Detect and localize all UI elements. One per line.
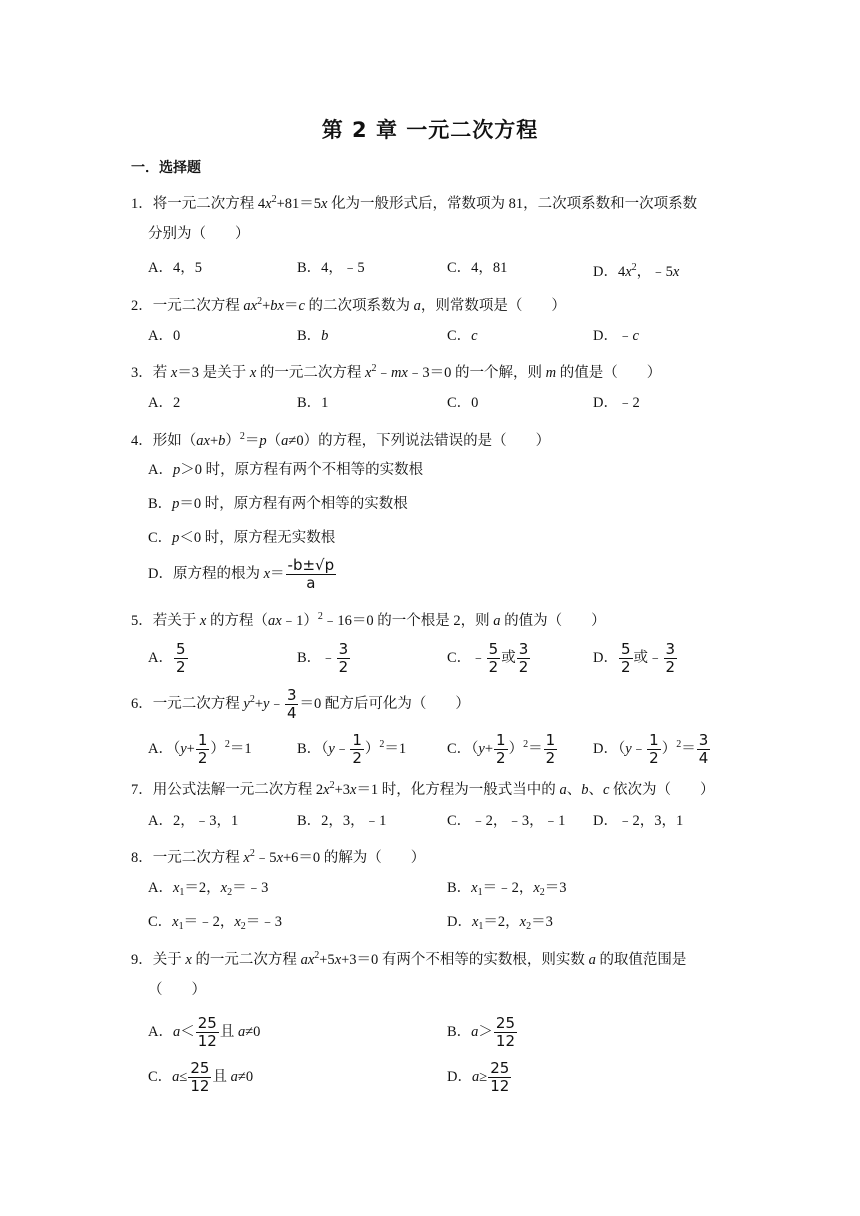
q8-option-d: D．$x_1=2$，$x_2=3$ bbox=[447, 914, 553, 932]
question-2-stem: 2．一元二次方程 $ax^2+bx=c$ 的二次项系数为 a，则常数项是（ ） bbox=[131, 296, 566, 314]
q1-option-a: A．4，5 bbox=[148, 260, 202, 276]
q7-option-d: D．﹣2，3，1 bbox=[593, 813, 684, 829]
q5-option-d: D． $\frac{5}{2}$ 或﹣ $\frac{3}{2}$ bbox=[593, 640, 676, 676]
root-formula-fraction: $\frac{-b\pm√p}{a}$ bbox=[287, 556, 335, 592]
question-1-stem: 1．将一元二次方程 $4x^2+81=5x$ 化为一般形式后，常数项为 81，二次项系数和一次项系数 bbox=[131, 194, 698, 212]
question-3-stem: 3．若 x＝3 是关于 x 的一元二次方程 $x^2﹣mx﹣3=0$ 的一个解，则 m 的值是（ ） bbox=[131, 363, 662, 381]
q8-option-b: B．$x_1=﹣2$，$x_2=3$ bbox=[447, 880, 567, 898]
q1-option-c: C．4，81 bbox=[447, 260, 508, 276]
q2-option-a: A．0 bbox=[148, 328, 181, 344]
question-9-stem-cont: （ ） bbox=[148, 982, 206, 998]
section-heading: 一．选择题 bbox=[131, 160, 201, 176]
question-4-stem: 4．形如$(ax+b)^2=p(a\ne 0)$的方程，下列说法错误的是（ ） bbox=[131, 431, 551, 449]
q4-option-b: B．p＝0 时，原方程有两个相等的实数根 bbox=[148, 496, 408, 512]
q3-option-d: D．﹣2 bbox=[593, 395, 640, 411]
q2-option-c: C．c bbox=[447, 328, 478, 344]
chapter-title: 第 2 章 一元二次方程 bbox=[321, 118, 539, 142]
question-9-stem: 9．关于 x 的一元二次方程 $ax^2+5x+3=0$ 有两个不相等的实数根，则实数 a 的取值范围是 bbox=[131, 950, 687, 968]
q7-option-a: A．2，﹣3，1 bbox=[148, 813, 239, 829]
q9-option-b: B．a＞ $\frac{25}{12}$ bbox=[447, 1014, 516, 1050]
q3-option-c: C．0 bbox=[447, 395, 479, 411]
q9-option-c: C．a≤ $\frac{25}{12}$ 且 a≠0 bbox=[148, 1059, 254, 1095]
q6-option-b: B．（y﹣ $\frac{1}{2}$ ）$^2$＝1 bbox=[297, 731, 407, 767]
q2-option-b: B．b bbox=[297, 328, 329, 344]
q5-option-c: C．﹣ $\frac{5}{2}$ 或 $\frac{3}{2}$ bbox=[447, 640, 529, 676]
q3-option-a: A．2 bbox=[148, 395, 181, 411]
question-6-stem: 6．一元二次方程 $y^2+y﹣$ $\frac{3}{4}$ ＝0 配方后可化为（ ） bbox=[131, 686, 470, 722]
q8-option-c: C．$x_1=﹣2$，$x_2=﹣3$ bbox=[148, 914, 283, 932]
q5-option-a: A． $\frac{5}{2}$ bbox=[148, 640, 186, 676]
q7-option-c: C．﹣2，﹣3，﹣1 bbox=[447, 813, 566, 829]
q1-option-d: D．$4x^2$，﹣5x bbox=[593, 262, 680, 280]
question-5-stem: 5．若关于 x 的方程（ax﹣1）$^2$﹣16＝0 的一个根是 2，则 a 的值为（ ） bbox=[131, 611, 606, 629]
q9-option-a: A．a＜ $\frac{25}{12}$ 且 a≠0 bbox=[148, 1014, 261, 1050]
q7-option-b: B．2，3，﹣1 bbox=[297, 813, 387, 829]
question-8-stem: 8．一元二次方程 $x^2﹣5x+6=0$ 的解为（ ） bbox=[131, 848, 426, 866]
q4-option-d: D．原方程的根为 x＝ $\frac{-b\pm√p}{a}$ bbox=[148, 556, 335, 592]
q6-option-c: C．（y+ $\frac{1}{2}$ ）$^2$＝ $\frac{1}{2}$ bbox=[447, 731, 556, 767]
question-1-stem-cont: 分别为（ ） bbox=[148, 226, 250, 242]
q6-option-d: D．（y﹣ $\frac{1}{2}$ ）$^2$＝ $\frac{3}{4}$ bbox=[593, 731, 709, 767]
q4-option-c: C．p＜0 时，原方程无实数根 bbox=[148, 530, 336, 546]
q1-option-b: B．4，﹣5 bbox=[297, 260, 365, 276]
q3-option-b: B．1 bbox=[297, 395, 329, 411]
question-7-stem: 7．用公式法解一元二次方程 $2x^2+3x=1$ 时，化方程为一般式当中的 a、b、c 依次为（ ） bbox=[131, 780, 715, 798]
q4-option-a: A．p＞0 时，原方程有两个不相等的实数根 bbox=[148, 462, 424, 478]
q6-option-a: A．（y+ $\frac{1}{2}$ ）$^2$＝1 bbox=[148, 731, 252, 767]
q8-option-a: A．$x_1=2$，$x_2=﹣3$ bbox=[148, 880, 269, 898]
q2-option-d: D．﹣c bbox=[593, 328, 639, 344]
q9-option-d: D．a≥ $\frac{25}{12}$ bbox=[447, 1059, 510, 1095]
q5-option-b: B．﹣ $\frac{3}{2}$ bbox=[297, 640, 349, 676]
